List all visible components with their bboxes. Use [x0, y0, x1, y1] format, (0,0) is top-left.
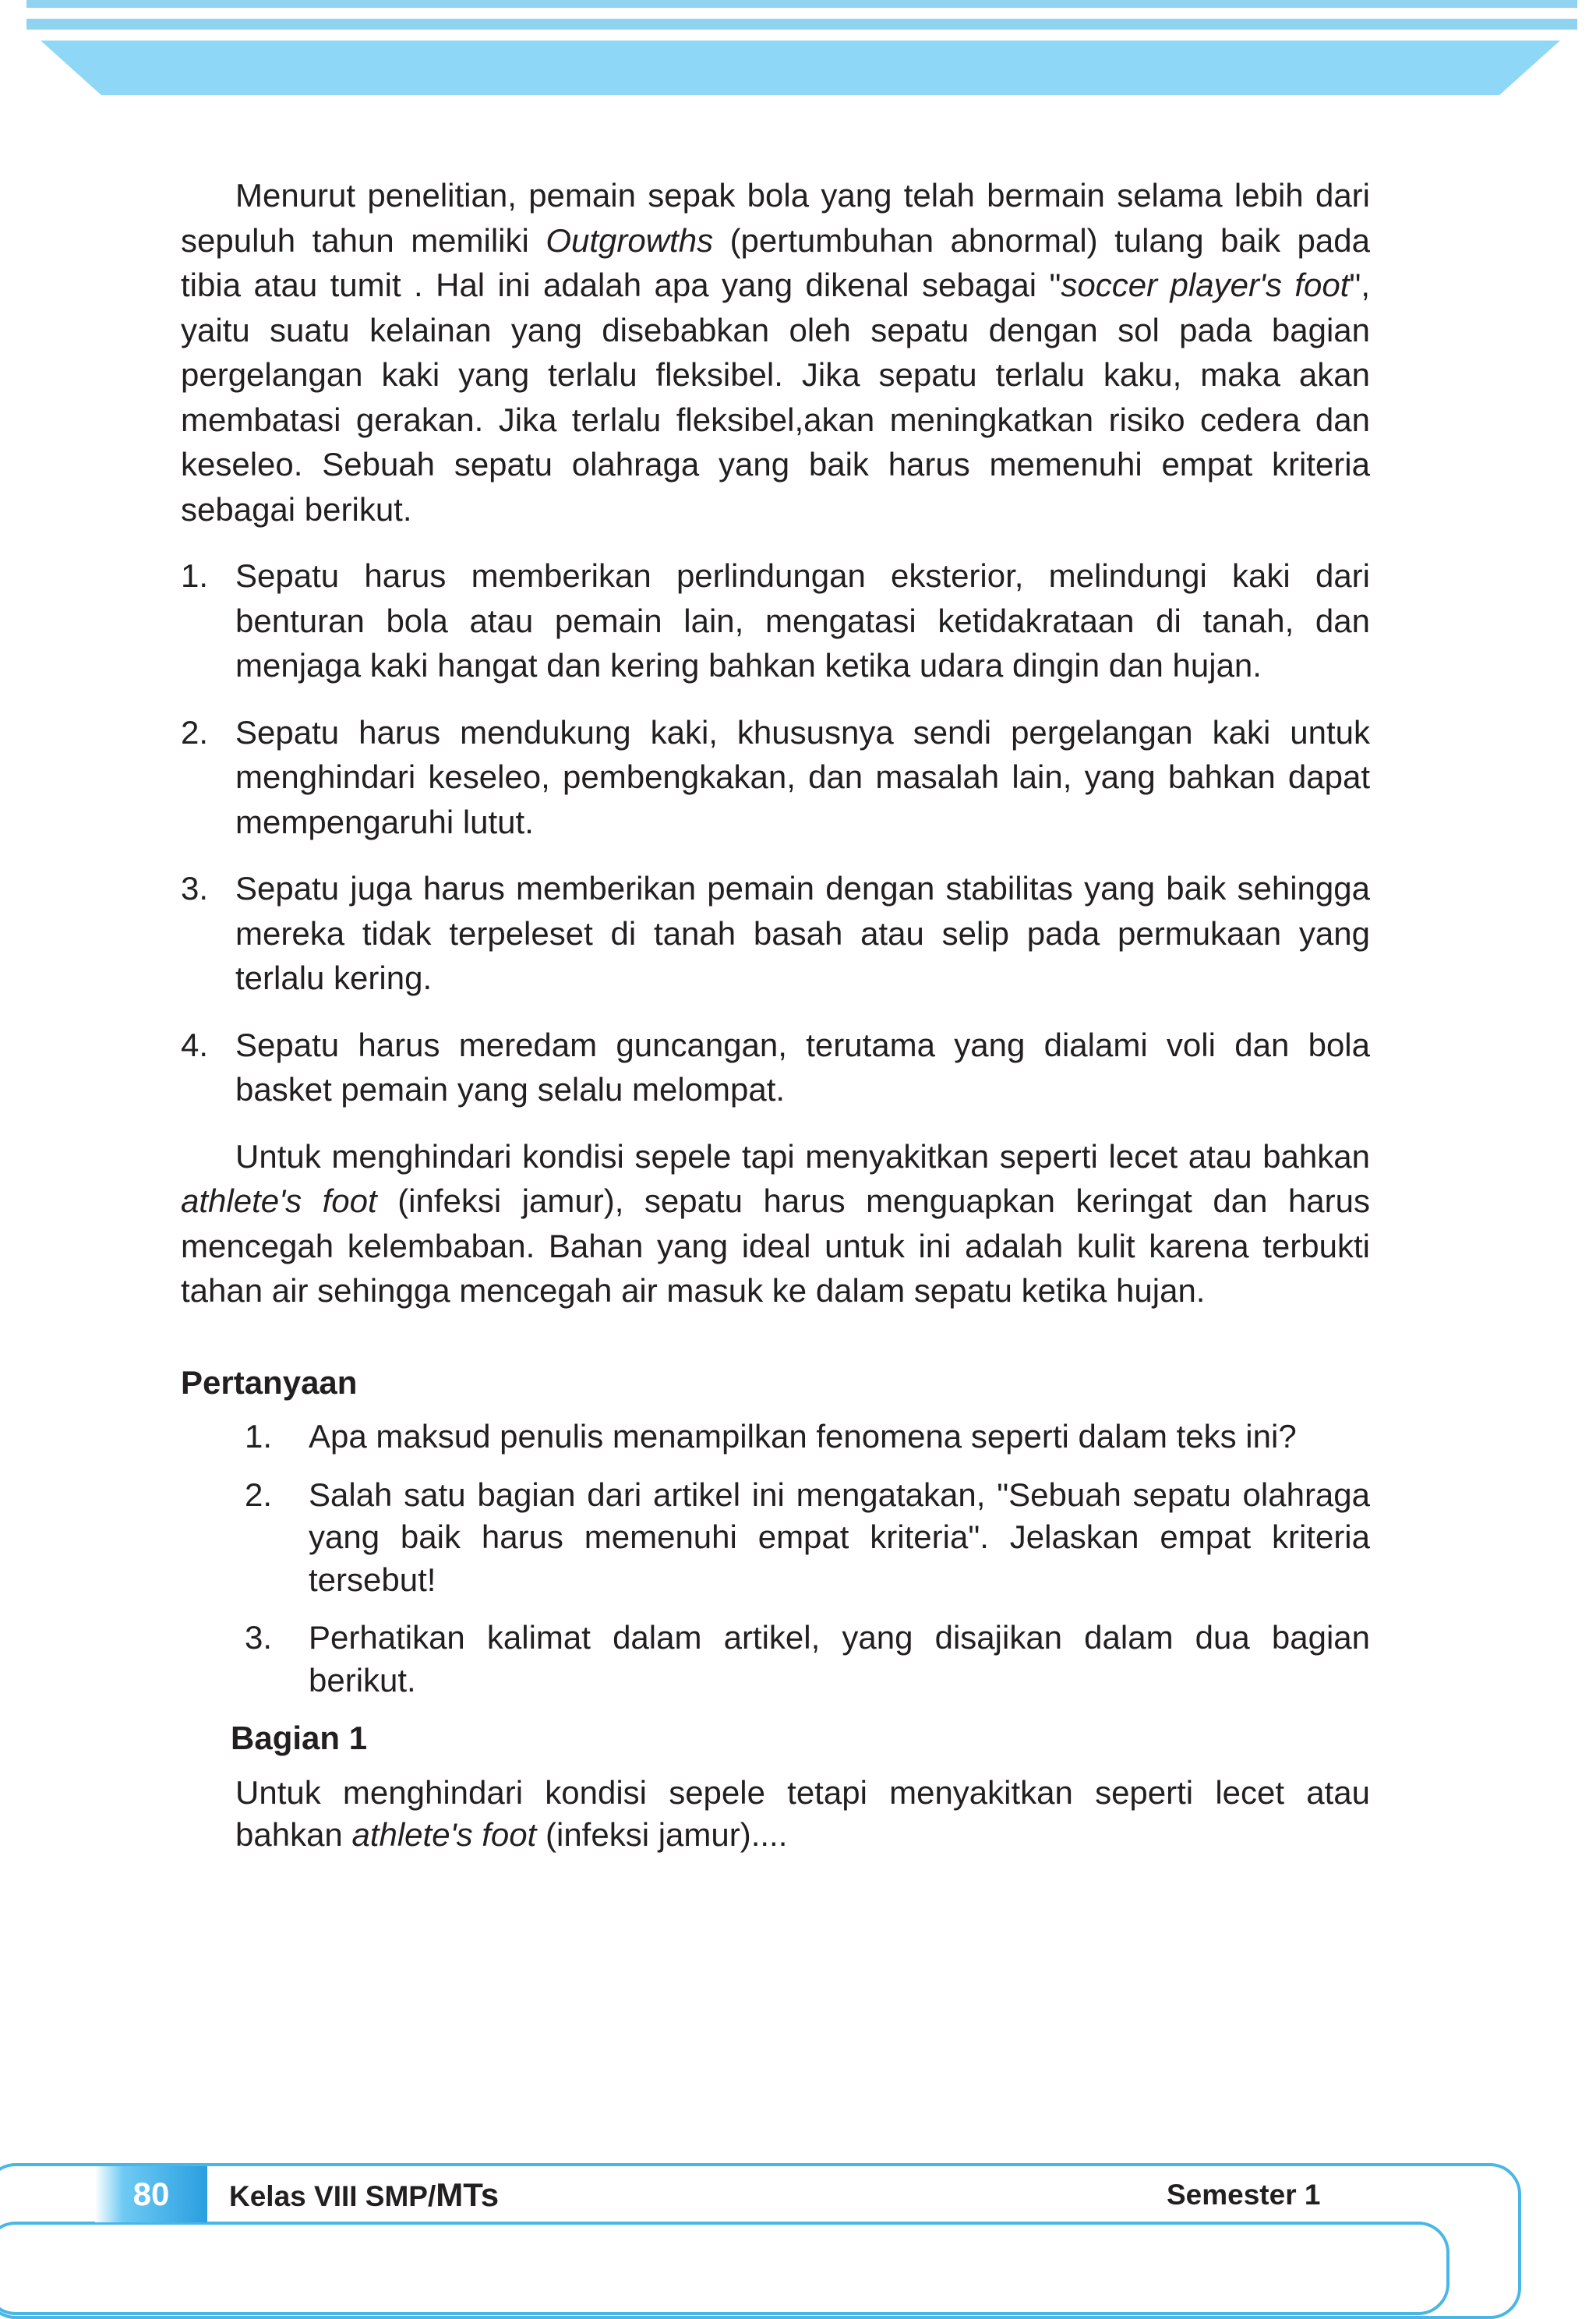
- question-text: Salah satu bagian dari artikel ini mengatakan, "Sebuah sepatu olahraga yang baik harus memenuhi empat kriteria". Jelaskan empat kriteria tersebut!: [309, 1476, 1370, 1598]
- question-number: 1.: [245, 1418, 273, 1455]
- intro-paragraph: Menurut penelitian, pemain sepak bola yang telah bermain selama lebih dari sepuluh tahun memiliki Outgrowths (pertumbuhan abnormal) tulang baik pada tibia atau tumit . Hal ini adalah apa yang dikenal sebagai "soccer player's foot", yaitu suatu kelainan yang disebabkan oleh sepatu dengan sol pada bagian pergelangan kaki yang terlalu fleksibel. Jika sepatu terlalu kaku, maka akan membatasi gerakan. Jika terlalu fleksibel,akan meningkatkan risiko cedera dan keseleo. Sebuah sepatu olahraga yang baik harus memenuhi empat kriteria sebagai berikut.: [181, 177, 1370, 528]
- question-text: Apa maksud penulis menampilkan fenomena seperti dalam teks ini?: [309, 1418, 1297, 1455]
- header-stripe-top: [26, 0, 1577, 8]
- header-stripe-middle: [26, 19, 1577, 30]
- list-number: 3.: [181, 870, 209, 907]
- question-text: Perhatikan kalimat dalam artikel, yang disajikan dalam dua bagian berikut.: [309, 1619, 1370, 1699]
- part1-heading: Bagian 1: [231, 1720, 368, 1756]
- second-paragraph: Untuk menghindari kondisi sepele tapi menyakitkan seperti lecet atau bahkan athlete's foot (infeksi jamur), sepatu harus menguapkan keringat dan harus mencegah kelembaban. Bahan yang ideal untuk ini adalah kulit karena terbukti tahan air sehingga mencegah air masuk ke dalam sepatu ketika hujan.: [181, 1137, 1370, 1309]
- list-text: Sepatu harus meredam guncangan, terutama yang dialami voli dan bola basket pemain yang selalu melompat.: [235, 1026, 1370, 1108]
- semester-label: Semester 1: [1167, 2179, 1321, 2211]
- question-item: [181, 1416, 1370, 1458]
- footer-frame-inner: [0, 2222, 1449, 2315]
- question-number: 3.: [245, 1619, 273, 1656]
- list-item: [181, 553, 1370, 688]
- list-item: [181, 866, 1370, 1001]
- criteria-list: [181, 553, 1370, 1112]
- list-item: [181, 710, 1370, 845]
- questions-list: [181, 1416, 1370, 1702]
- part1-paragraph: Untuk menghindari kondisi sepele tetapi menyakitkan seperti lecet atau bahkan athlete's foot (infeksi jamur)....: [235, 1773, 1370, 1853]
- page-number: 80: [95, 2166, 207, 2222]
- header-band: [41, 41, 1560, 95]
- list-text: Sepatu harus memberikan perlindungan eksterior, melindungi kaki dari benturan bola atau pemain lain, mengatasi ketidakrataan di tanah, dan menjaga kaki hangat dan kering bahkan ketika udara dingin dan hujan.: [235, 557, 1370, 684]
- question-item: [181, 1474, 1370, 1602]
- list-text: Sepatu harus mendukung kaki, khususnya sendi pergelangan kaki untuk menghindari keseleo, pembengkakan, dan masalah lain, yang bahkan dapat mempengaruhi lutut.: [235, 713, 1370, 840]
- page-content: [181, 173, 1370, 1857]
- question-item: [181, 1617, 1370, 1702]
- list-number: 1.: [181, 557, 209, 594]
- question-number: 2.: [245, 1476, 273, 1513]
- list-item: [181, 1023, 1370, 1112]
- list-text: Sepatu juga harus memberikan pemain dengan stabilitas yang baik sehingga mereka tidak terpeleset di tanah basah atau selip pada permukaan yang terlalu kering.: [235, 870, 1370, 996]
- list-number: 2.: [181, 713, 209, 751]
- questions-heading: Pertanyaan: [181, 1363, 358, 1401]
- class-label: Kelas VIII SMP/MTs: [229, 2176, 500, 2213]
- list-number: 4.: [181, 1026, 209, 1063]
